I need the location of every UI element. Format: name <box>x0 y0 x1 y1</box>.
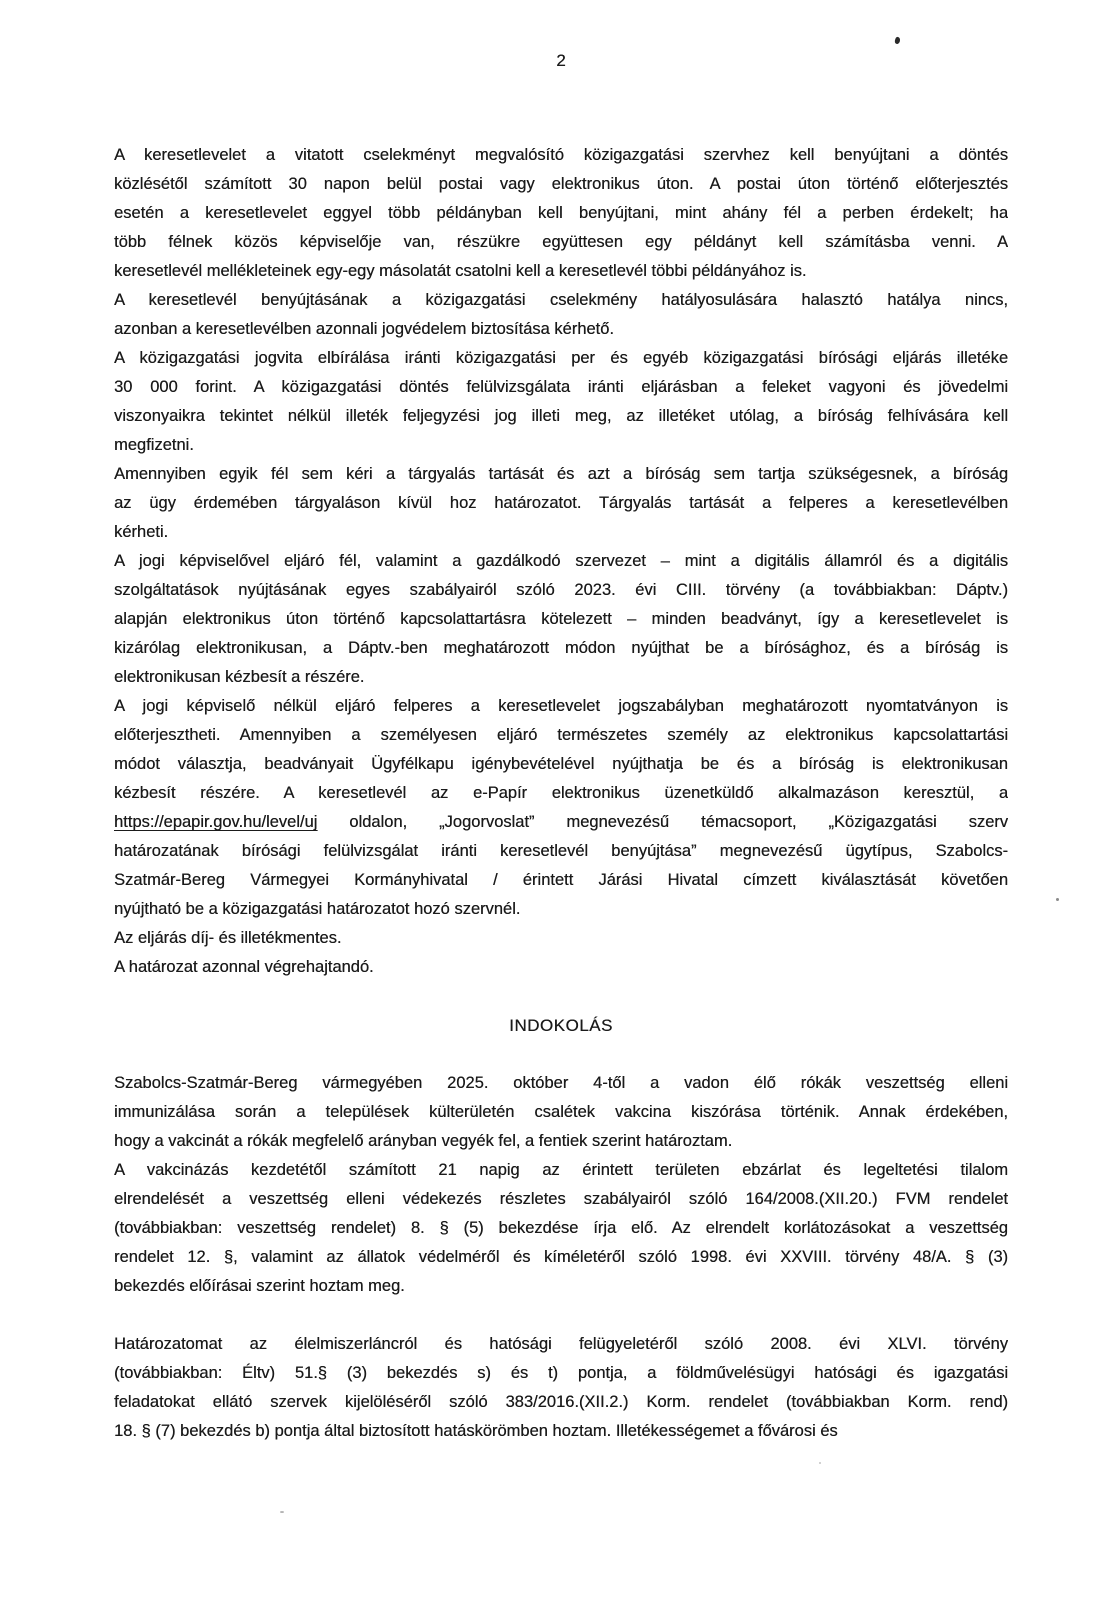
text-line: Szabolcs-Szatmár-Bereg vármegyében 2025. október 4-től a vadon élő rókák veszettség elleni <box>114 1074 1008 1092</box>
text-line: azonban a keresetlevélben azonnali jogvédelem biztosítása kérhető. <box>114 320 614 338</box>
text-line: (továbbiakban: veszettség rendelet) 8. § (5) bekezdése írja elő. Az elrendelt korlátozásokat a veszettség <box>114 1219 1008 1237</box>
text-line: feladatokat ellátó szervek kijelöléséről szóló 383/2016.(XII.2.) Korm. rendelet (továbbiakban Korm. rend) <box>114 1393 1008 1411</box>
text-line: https://epapir.gov.hu/level/uj oldalon, „Jogorvoslat” megnevezésű témacsoport, „Közigazgatási szerv <box>114 813 1008 831</box>
text-line: A vakcinázás kezdetétől számított 21 napig az érintett területen ebzárlat és legeltetési tilalom <box>114 1161 1008 1179</box>
text-line: A határozat azonnal végrehajtandó. <box>114 958 374 976</box>
text-line: Amennyiben egyik fél sem kéri a tárgyalás tartását és azt a bíróság sem tartja szükségesnek, a bíróság <box>114 465 1008 483</box>
text-line: kézbesít részére. A keresetlevél az e-Papír elektronikus üzenetküldő alkalmazáson keresztül, a <box>114 784 1008 802</box>
text-line: kizárólag elektronikusan, a Dáptv.-ben meghatározott módon nyújthat be a bírósághoz, és a bíróság is <box>114 639 1008 657</box>
text-line: viszonyaikra tekintet nélkül illeték feljegyzési jog illeti meg, az illetéket utólag, a bíróság felhívására kell <box>114 407 1008 425</box>
text-line: 18. § (7) bekezdés b) pontja által biztosított hatáskörömben hoztam. Illetékességemet a fővárosi és <box>114 1422 838 1440</box>
text-line: az ügy érdemében tárgyaláson kívül hoz határozatot. Tárgyalás tartását a felperes a keresetlevélben <box>114 494 1008 512</box>
text-line: több félnek közös képviselője van, részükre együttesen egy példányt kell számításba venni. A <box>114 233 1008 251</box>
section-heading-indokolas: INDOKOLÁS <box>509 1016 613 1035</box>
epapir-link[interactable]: https://epapir.gov.hu/level/uj <box>114 813 318 831</box>
text-line: esetén a keresetlevelet eggyel több példányban kell benyújtani, mint ahány fél a perben érdekelt; ha <box>114 204 1008 222</box>
text-line: módot választja, beadványait Ügyfélkapu igénybevételével nyújthatja be és a bíróság is elektronikusan <box>114 755 1008 773</box>
scan-artifact <box>819 1462 821 1464</box>
text-line: keresetlevél mellékleteinek egy-egy másolatát csatolni kell a keresetlevél többi példányához is. <box>114 262 807 280</box>
text-line: elrendelését a veszettség elleni védekezés részletes szabályairól szóló 164/2008.(XII.20.) FVM rendelet <box>114 1190 1008 1208</box>
text-line: (továbbiakban: Éltv) 51.§ (3) bekezdés s) és t) pontja, a földművelésügyi hatósági és igazgatási <box>114 1364 1008 1382</box>
text-line: A közigazgatási jogvita elbírálása iránti közigazgatási per és egyéb közigazgatási bírósági eljárás illetéke <box>114 349 1008 367</box>
text-line: Határozatomat az élelmiszerláncról és hatósági felügyeletéről szóló 2008. évi XLVI. törvény <box>114 1335 1008 1353</box>
blank-line <box>114 1301 1008 1330</box>
text-line: közlésétől számított 30 napon belül postai vagy elektronikus úton. A postai úton történő előterjesztés <box>114 175 1008 193</box>
text-line: 30 000 forint. A közigazgatási döntés felülvizsgálata iránti eljárásban a feleket vagyoni és jövedelmi <box>114 378 1008 396</box>
scan-artifact <box>894 36 901 44</box>
text-line: bekezdés előírásai szerint hoztam meg. <box>114 1277 405 1295</box>
text-line: hogy a vakcinát a rókák megfelelő arányban vegyék fel, a fentiek szerint határoztam. <box>114 1132 733 1150</box>
text-line: nyújtható be a közigazgatási határozatot hozó szervnél. <box>114 900 521 918</box>
text-line: megfizetni. <box>114 436 194 454</box>
text-line: alapján elektronikus úton történő kapcsolattartásra kötelezett – minden beadványt, így a keresetlevelet is <box>114 610 1008 628</box>
scan-artifact <box>1056 898 1059 901</box>
text-line: A jogi képviselő nélkül eljáró felperes a keresetlevelet jogszabályban meghatározott nyomtatványon is <box>114 697 1008 715</box>
text-line: elektronikusan kézbesít a részére. <box>114 668 365 686</box>
text-line: A jogi képviselővel eljáró fél, valamint a gazdálkodó szervezet – mint a digitális államról és a digitális <box>114 552 1008 570</box>
text-line: előterjesztheti. Amennyiben a személyesen eljáró természetes személy az elektronikus kapcsolattartási <box>114 726 1008 744</box>
text-line: Az eljárás díj- és illetékmentes. <box>114 929 342 947</box>
scan-artifact <box>280 1511 284 1513</box>
text-line: A keresetlevél benyújtásának a közigazgatási cselekmény hatályosulására halasztó hatálya nincs, <box>114 291 1008 309</box>
text-line: A keresetlevelet a vitatott cselekményt megvalósító közigazgatási szervhez kell benyújtani a döntés <box>114 146 1008 164</box>
text-line: határozatának bírósági felülvizsgálat iránti keresetlevél benyújtása” megnevezésű ügytípus, Szabolcs- <box>114 842 1008 860</box>
text-line: immunizálása során a települések külterületén csalétek vakcina kiszórása történik. Annak érdekében, <box>114 1103 1008 1121</box>
blank-line <box>114 1040 1008 1069</box>
text-line: szolgáltatások nyújtásának egyes szabályairól szóló 2023. évi CIII. törvény (a továbbiakban: Dáptv.) <box>114 581 1008 599</box>
text-line: kérheti. <box>114 523 169 541</box>
text-line: Szatmár-Bereg Vármegyei Kormányhivatal / érintett Járási Hivatal címzett kiválasztását követően <box>114 871 1008 889</box>
page-number: 2 <box>556 51 566 70</box>
text-line: rendelet 12. §, valamint az állatok védelméről és kíméletéről szóló 1998. évi XXVIII. törvény 48/A. § (3) <box>114 1248 1008 1266</box>
document-body <box>114 141 1008 1446</box>
blank-line <box>114 982 1008 1011</box>
